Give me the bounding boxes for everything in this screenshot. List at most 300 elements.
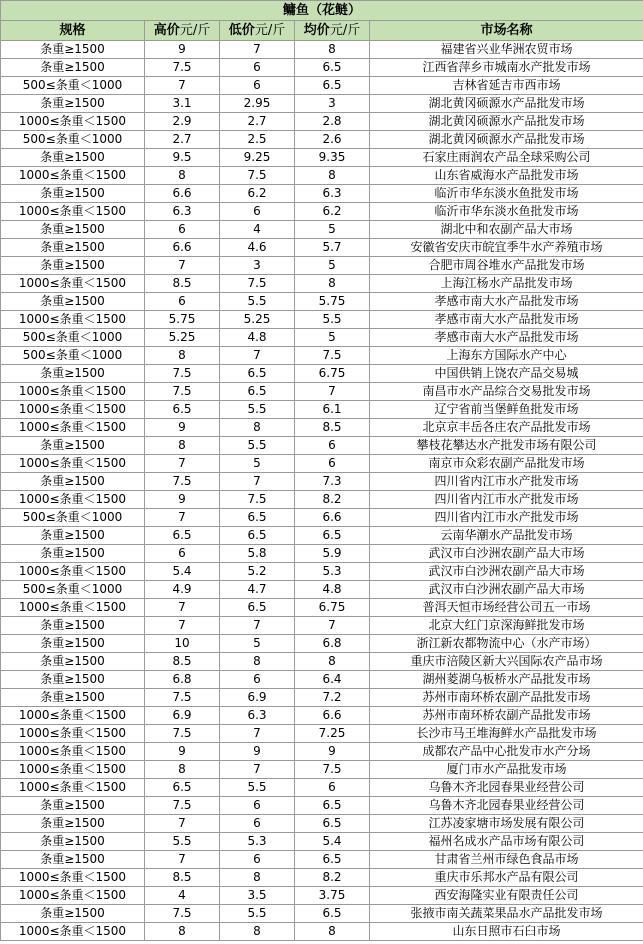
- cell-high-price: 7.5: [145, 365, 220, 383]
- cell-low-price: 6.5: [220, 383, 295, 401]
- cell-low-price: 5.5: [220, 293, 295, 311]
- cell-avg-price: 8: [295, 653, 370, 671]
- cell-high-price: 6.3: [145, 203, 220, 221]
- cell-high-price: 8: [145, 347, 220, 365]
- table-row: [1, 113, 643, 131]
- cell-market: 孝感市南大水产品批发市场: [370, 293, 643, 311]
- cell-spec: 条重≥1500: [1, 59, 145, 77]
- cell-spec: 条重≥1500: [1, 95, 145, 113]
- cell-spec: 1000≤条重＜1500: [1, 113, 145, 131]
- cell-high-price: 5.4: [145, 563, 220, 581]
- cell-low-price: 6: [220, 851, 295, 869]
- cell-market: 福建省兴业华洲农贸市场: [370, 41, 643, 59]
- cell-avg-price: 5.75: [295, 293, 370, 311]
- cell-low-price: 5.5: [220, 437, 295, 455]
- cell-low-price: 4: [220, 221, 295, 239]
- cell-avg-price: 5: [295, 257, 370, 275]
- cell-spec: 条重≥1500: [1, 149, 145, 167]
- table-row: [1, 167, 643, 185]
- cell-avg-price: 9: [295, 743, 370, 761]
- cell-avg-price: 6.75: [295, 365, 370, 383]
- cell-market: 甘肃省兰州市绿色食品市场: [370, 851, 643, 869]
- table-row: [1, 527, 643, 545]
- cell-spec: 1000≤条重＜1500: [1, 563, 145, 581]
- cell-high-price: 8: [145, 923, 220, 941]
- cell-avg-price: 6.3: [295, 185, 370, 203]
- table-row: [1, 491, 643, 509]
- cell-avg-price: 3.75: [295, 887, 370, 905]
- cell-low-price: 7: [220, 617, 295, 635]
- cell-market: 西安海隆实业有限责任公司: [370, 887, 643, 905]
- cell-low-price: 6.5: [220, 599, 295, 617]
- cell-spec: 条重≥1500: [1, 689, 145, 707]
- cell-avg-price: 6.5: [295, 59, 370, 77]
- cell-spec: 条重≥1500: [1, 815, 145, 833]
- cell-avg-price: 5.7: [295, 239, 370, 257]
- cell-market: 武汉市白沙洲农副产品大市场: [370, 563, 643, 581]
- table-row: [1, 905, 643, 923]
- cell-market: 武汉市白沙洲农副产品大市场: [370, 581, 643, 599]
- cell-market: 四川省内江市水产批发市场: [370, 491, 643, 509]
- cell-spec: 条重≥1500: [1, 257, 145, 275]
- cell-low-price: 6.3: [220, 707, 295, 725]
- table-row: [1, 275, 643, 293]
- header-low-unit: 元/斤: [254, 23, 286, 38]
- cell-spec: 1000≤条重＜1500: [1, 923, 145, 941]
- cell-spec: 条重≥1500: [1, 221, 145, 239]
- cell-market: 福州名成水产品市场有限公司: [370, 833, 643, 851]
- header-high-price: [145, 21, 220, 41]
- cell-low-price: 7.5: [220, 167, 295, 185]
- cell-market: 厦门市水产品批发市场: [370, 761, 643, 779]
- cell-low-price: 4.8: [220, 329, 295, 347]
- cell-spec: 500≤条重＜1000: [1, 131, 145, 149]
- cell-market: 南京市众彩农副产品批发市场: [370, 455, 643, 473]
- cell-low-price: 6: [220, 797, 295, 815]
- header-row: [1, 21, 643, 41]
- cell-low-price: 4.7: [220, 581, 295, 599]
- cell-high-price: 8: [145, 437, 220, 455]
- cell-low-price: 8: [220, 869, 295, 887]
- cell-market: 张掖市南关蔬菜果品水产品批发市场: [370, 905, 643, 923]
- table-row: [1, 581, 643, 599]
- cell-low-price: 8: [220, 419, 295, 437]
- cell-avg-price: 6.5: [295, 797, 370, 815]
- table-row: [1, 455, 643, 473]
- table-row: [1, 437, 643, 455]
- cell-spec: 条重≥1500: [1, 905, 145, 923]
- cell-market: 成都农产品中心批发市水产分场: [370, 743, 643, 761]
- cell-low-price: 6: [220, 203, 295, 221]
- header-avg-label: 均价: [303, 23, 330, 38]
- cell-avg-price: 6.5: [295, 815, 370, 833]
- cell-high-price: 9: [145, 491, 220, 509]
- table-row: [1, 689, 643, 707]
- cell-high-price: 7.5: [145, 59, 220, 77]
- cell-spec: 条重≥1500: [1, 653, 145, 671]
- cell-avg-price: 7: [295, 617, 370, 635]
- cell-market: 临沂市华东淡水鱼批发市场: [370, 203, 643, 221]
- cell-market: 中国供销上饶农产品交易城: [370, 365, 643, 383]
- table-row: [1, 599, 643, 617]
- cell-spec: 1000≤条重＜1500: [1, 203, 145, 221]
- cell-spec: 1000≤条重＜1500: [1, 401, 145, 419]
- cell-high-price: 2.7: [145, 131, 220, 149]
- cell-high-price: 5.25: [145, 329, 220, 347]
- cell-avg-price: 6.5: [295, 527, 370, 545]
- cell-market: 北京大红门京深海鲜批发市场: [370, 617, 643, 635]
- cell-low-price: 8: [220, 923, 295, 941]
- cell-avg-price: 5.4: [295, 833, 370, 851]
- cell-avg-price: 8: [295, 923, 370, 941]
- cell-market: 乌鲁木齐北园春果业经营公司: [370, 797, 643, 815]
- cell-avg-price: 5: [295, 329, 370, 347]
- cell-avg-price: 8.2: [295, 491, 370, 509]
- table-row: [1, 311, 643, 329]
- cell-low-price: 5.3: [220, 833, 295, 851]
- cell-spec: 1000≤条重＜1500: [1, 455, 145, 473]
- cell-avg-price: 6: [295, 437, 370, 455]
- cell-market: 攀枝花攀达水产批发市场有限公司: [370, 437, 643, 455]
- cell-market: 南昌市水产品综合交易批发市场: [370, 383, 643, 401]
- table-row: [1, 293, 643, 311]
- cell-low-price: 6: [220, 59, 295, 77]
- cell-high-price: 7.5: [145, 689, 220, 707]
- cell-market: 石家庄雨润农产品全球采购公司: [370, 149, 643, 167]
- cell-high-price: 7: [145, 851, 220, 869]
- cell-low-price: 4.6: [220, 239, 295, 257]
- cell-low-price: 7.5: [220, 275, 295, 293]
- cell-avg-price: 6.5: [295, 77, 370, 95]
- table-row: [1, 365, 643, 383]
- cell-high-price: 6.9: [145, 707, 220, 725]
- cell-spec: 1000≤条重＜1500: [1, 599, 145, 617]
- cell-market: 湖北中和农副产品大市场: [370, 221, 643, 239]
- cell-market: 安徽省安庆市皖宜季牛水产养殖市场: [370, 239, 643, 257]
- cell-avg-price: 6.1: [295, 401, 370, 419]
- cell-market: 普洱天恒市场经营公司五一市场: [370, 599, 643, 617]
- cell-avg-price: 6.6: [295, 707, 370, 725]
- cell-low-price: 6.5: [220, 365, 295, 383]
- cell-high-price: 7: [145, 257, 220, 275]
- cell-high-price: 8: [145, 167, 220, 185]
- cell-spec: 条重≥1500: [1, 527, 145, 545]
- cell-avg-price: 6: [295, 779, 370, 797]
- table-row: [1, 203, 643, 221]
- table-row: [1, 833, 643, 851]
- table-row: [1, 923, 643, 941]
- cell-avg-price: 6.4: [295, 671, 370, 689]
- cell-market: 吉林省延吉市西市场: [370, 77, 643, 95]
- cell-avg-price: 7.2: [295, 689, 370, 707]
- cell-high-price: 7.5: [145, 905, 220, 923]
- cell-spec: 500≤条重＜1000: [1, 509, 145, 527]
- table-row: [1, 419, 643, 437]
- table-title: 鳙鱼（花鲢）: [1, 1, 643, 21]
- cell-spec: 1000≤条重＜1500: [1, 275, 145, 293]
- header-market-label: 市场名称: [480, 23, 533, 38]
- cell-low-price: 6: [220, 671, 295, 689]
- cell-high-price: 6: [145, 221, 220, 239]
- table-row: [1, 509, 643, 527]
- cell-market: 重庆市乐邦水产品有限公司: [370, 869, 643, 887]
- cell-market: 湖北黄冈硕源水产品批发市场: [370, 113, 643, 131]
- cell-high-price: 9: [145, 41, 220, 59]
- cell-low-price: 9: [220, 743, 295, 761]
- cell-market: 湖北黄冈硕源水产品批发市场: [370, 95, 643, 113]
- cell-high-price: 7.5: [145, 473, 220, 491]
- table-row: [1, 221, 643, 239]
- cell-market: 重庆市涪陵区新大兴国际农产品市场: [370, 653, 643, 671]
- header-market: [370, 21, 643, 41]
- cell-low-price: 6.5: [220, 527, 295, 545]
- cell-spec: 条重≥1500: [1, 293, 145, 311]
- cell-high-price: 4.9: [145, 581, 220, 599]
- cell-avg-price: 2.8: [295, 113, 370, 131]
- cell-spec: 条重≥1500: [1, 473, 145, 491]
- table-row: [1, 59, 643, 77]
- cell-market: 四川省内江市水产批发市场: [370, 509, 643, 527]
- cell-avg-price: 9.35: [295, 149, 370, 167]
- cell-high-price: 6.5: [145, 401, 220, 419]
- cell-avg-price: 6.75: [295, 599, 370, 617]
- header-low-label: 低价: [228, 23, 255, 38]
- cell-spec: 条重≥1500: [1, 617, 145, 635]
- cell-high-price: 7: [145, 77, 220, 95]
- cell-low-price: 2.95: [220, 95, 295, 113]
- cell-high-price: 8.5: [145, 275, 220, 293]
- cell-spec: 1000≤条重＜1500: [1, 707, 145, 725]
- cell-avg-price: 7.3: [295, 473, 370, 491]
- header-high-label: 高价: [153, 23, 180, 38]
- cell-avg-price: 4.8: [295, 581, 370, 599]
- cell-spec: 1000≤条重＜1500: [1, 887, 145, 905]
- cell-low-price: 3: [220, 257, 295, 275]
- cell-avg-price: 6.8: [295, 635, 370, 653]
- header-spec-label: 规格: [59, 23, 86, 38]
- cell-avg-price: 8.5: [295, 419, 370, 437]
- cell-high-price: 6.5: [145, 527, 220, 545]
- table-row: [1, 239, 643, 257]
- cell-high-price: 8.5: [145, 869, 220, 887]
- cell-avg-price: 8: [295, 41, 370, 59]
- cell-market: 江苏凌家塘市场发展有限公司: [370, 815, 643, 833]
- cell-spec: 1000≤条重＜1500: [1, 491, 145, 509]
- cell-spec: 条重≥1500: [1, 797, 145, 815]
- table-row: [1, 653, 643, 671]
- cell-spec: 500≤条重＜1000: [1, 77, 145, 95]
- cell-avg-price: 8: [295, 275, 370, 293]
- cell-spec: 500≤条重＜1000: [1, 347, 145, 365]
- cell-spec: 1000≤条重＜1500: [1, 869, 145, 887]
- cell-low-price: 6.9: [220, 689, 295, 707]
- table-row: [1, 725, 643, 743]
- cell-avg-price: 8.2: [295, 869, 370, 887]
- cell-high-price: 5.75: [145, 311, 220, 329]
- cell-high-price: 6.8: [145, 671, 220, 689]
- header-high-unit: 元/斤: [179, 23, 211, 38]
- cell-low-price: 5: [220, 455, 295, 473]
- cell-avg-price: 6.6: [295, 509, 370, 527]
- cell-market: 湖州菱湖乌板桥水产品批发市场: [370, 671, 643, 689]
- cell-high-price: 10: [145, 635, 220, 653]
- cell-low-price: 7.5: [220, 491, 295, 509]
- table-row: [1, 41, 643, 59]
- cell-spec: 1000≤条重＜1500: [1, 743, 145, 761]
- table-row: [1, 257, 643, 275]
- cell-avg-price: 8: [295, 167, 370, 185]
- cell-avg-price: 5.3: [295, 563, 370, 581]
- cell-high-price: 7: [145, 509, 220, 527]
- cell-market: 云南华潮水产品批发市场: [370, 527, 643, 545]
- cell-avg-price: 5.9: [295, 545, 370, 563]
- header-avg-price: [295, 21, 370, 41]
- cell-avg-price: 5: [295, 221, 370, 239]
- cell-low-price: 7: [220, 725, 295, 743]
- cell-market: 苏州市南环桥农副产品批发市场: [370, 689, 643, 707]
- table-body: [1, 41, 643, 941]
- cell-high-price: 6.6: [145, 239, 220, 257]
- cell-avg-price: 5.5: [295, 311, 370, 329]
- cell-market: 山东省威海水产品批发市场: [370, 167, 643, 185]
- cell-high-price: 6: [145, 545, 220, 563]
- cell-avg-price: 2.6: [295, 131, 370, 149]
- table-row: [1, 347, 643, 365]
- table-row: [1, 329, 643, 347]
- table-row: [1, 185, 643, 203]
- cell-high-price: 2.9: [145, 113, 220, 131]
- cell-low-price: 6: [220, 815, 295, 833]
- cell-avg-price: 6.5: [295, 905, 370, 923]
- table-row: [1, 869, 643, 887]
- cell-high-price: 7.5: [145, 725, 220, 743]
- cell-high-price: 6.6: [145, 185, 220, 203]
- cell-spec: 条重≥1500: [1, 437, 145, 455]
- header-avg-unit: 元/斤: [329, 23, 361, 38]
- cell-avg-price: 3: [295, 95, 370, 113]
- table-row: [1, 401, 643, 419]
- cell-market: 孝感市南大水产品批发市场: [370, 311, 643, 329]
- cell-market: 湖北黄冈硕源水产品批发市场: [370, 131, 643, 149]
- cell-market: 武汉市白沙洲农副产品大市场: [370, 545, 643, 563]
- cell-low-price: 7: [220, 41, 295, 59]
- cell-low-price: 5.5: [220, 779, 295, 797]
- cell-high-price: 8: [145, 761, 220, 779]
- cell-spec: 500≤条重＜1000: [1, 329, 145, 347]
- cell-low-price: 6: [220, 77, 295, 95]
- cell-high-price: 5.5: [145, 833, 220, 851]
- cell-high-price: 8.5: [145, 653, 220, 671]
- cell-spec: 500≤条重＜1000: [1, 581, 145, 599]
- cell-market: 苏州市南环桥农副产品批发市场: [370, 707, 643, 725]
- cell-avg-price: 6.2: [295, 203, 370, 221]
- table-row: [1, 707, 643, 725]
- table-row: [1, 473, 643, 491]
- cell-low-price: 5.5: [220, 401, 295, 419]
- table-row: [1, 545, 643, 563]
- cell-high-price: 9.5: [145, 149, 220, 167]
- cell-avg-price: 7.25: [295, 725, 370, 743]
- cell-spec: 条重≥1500: [1, 635, 145, 653]
- cell-low-price: 3.5: [220, 887, 295, 905]
- cell-high-price: 7: [145, 815, 220, 833]
- cell-avg-price: 6.5: [295, 851, 370, 869]
- cell-low-price: 5.5: [220, 905, 295, 923]
- cell-market: 上海江杨水产品批发市场: [370, 275, 643, 293]
- cell-low-price: 5.2: [220, 563, 295, 581]
- cell-high-price: 9: [145, 743, 220, 761]
- cell-low-price: 7: [220, 347, 295, 365]
- cell-high-price: 7.5: [145, 383, 220, 401]
- cell-market: 辽宁省前当堡鲜鱼批发市场: [370, 401, 643, 419]
- cell-avg-price: 7: [295, 383, 370, 401]
- cell-spec: 条重≥1500: [1, 41, 145, 59]
- header-low-price: [220, 21, 295, 41]
- cell-market: 临沂市华东淡水鱼批发市场: [370, 185, 643, 203]
- cell-spec: 条重≥1500: [1, 365, 145, 383]
- cell-low-price: 8: [220, 653, 295, 671]
- table-row: [1, 851, 643, 869]
- cell-low-price: 2.7: [220, 113, 295, 131]
- cell-avg-price: 7.5: [295, 347, 370, 365]
- table-row: [1, 797, 643, 815]
- cell-spec: 1000≤条重＜1500: [1, 725, 145, 743]
- cell-spec: 条重≥1500: [1, 851, 145, 869]
- cell-low-price: 5: [220, 635, 295, 653]
- cell-market: 山东日照市石臼市场: [370, 923, 643, 941]
- table-row: [1, 779, 643, 797]
- cell-high-price: 9: [145, 419, 220, 437]
- cell-market: 长沙市马王堆海鲜水产品批发市场: [370, 725, 643, 743]
- cell-spec: 条重≥1500: [1, 671, 145, 689]
- cell-high-price: 6: [145, 293, 220, 311]
- table-row: [1, 761, 643, 779]
- cell-market: 浙江新农都物流中心（水产市场）: [370, 635, 643, 653]
- table-row: [1, 131, 643, 149]
- cell-low-price: 2.5: [220, 131, 295, 149]
- cell-high-price: 4: [145, 887, 220, 905]
- cell-spec: 条重≥1500: [1, 185, 145, 203]
- table-row: [1, 95, 643, 113]
- cell-spec: 条重≥1500: [1, 833, 145, 851]
- table-row: [1, 77, 643, 95]
- table-row: [1, 887, 643, 905]
- table-row: [1, 383, 643, 401]
- cell-market: 合肥市周谷堆水产品批发市场: [370, 257, 643, 275]
- table-row: [1, 635, 643, 653]
- table-row: [1, 743, 643, 761]
- cell-spec: 1000≤条重＜1500: [1, 383, 145, 401]
- cell-low-price: 9.25: [220, 149, 295, 167]
- cell-low-price: 7: [220, 473, 295, 491]
- cell-spec: 条重≥1500: [1, 239, 145, 257]
- cell-low-price: 5.8: [220, 545, 295, 563]
- cell-spec: 1000≤条重＜1500: [1, 761, 145, 779]
- cell-avg-price: 7.5: [295, 761, 370, 779]
- cell-spec: 1000≤条重＜1500: [1, 311, 145, 329]
- table-row: [1, 563, 643, 581]
- cell-high-price: 7: [145, 599, 220, 617]
- table-row: [1, 815, 643, 833]
- cell-market: 上海东方国际水产中心: [370, 347, 643, 365]
- cell-avg-price: 6: [295, 455, 370, 473]
- cell-spec: 1000≤条重＜1500: [1, 419, 145, 437]
- cell-spec: 1000≤条重＜1500: [1, 167, 145, 185]
- cell-high-price: 3.1: [145, 95, 220, 113]
- cell-market: 北京京丰岳各庄农产品批发市场: [370, 419, 643, 437]
- cell-high-price: 7: [145, 617, 220, 635]
- cell-market: 四川省内江市水产批发市场: [370, 473, 643, 491]
